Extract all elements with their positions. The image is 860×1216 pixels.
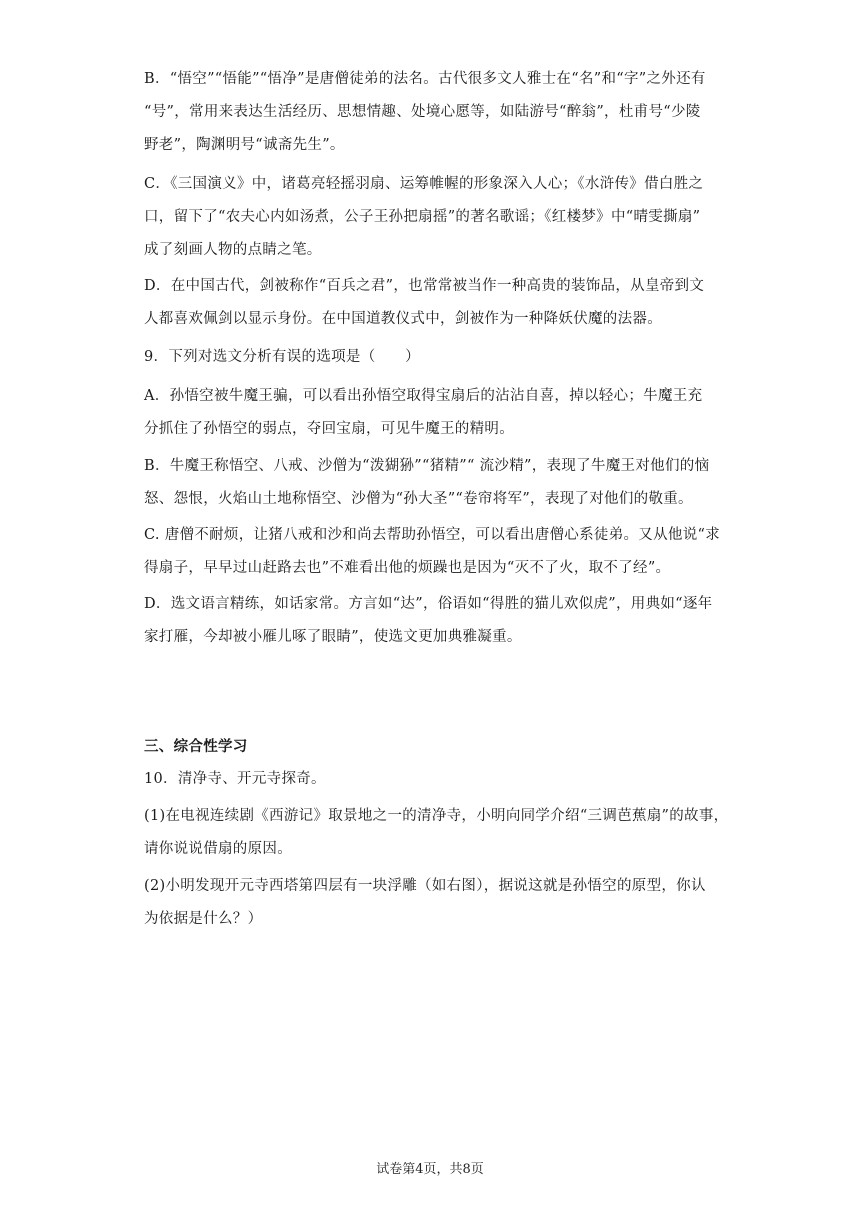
text-line: 怒、怨恨，火焰山土地称悟空、沙僧为“孙大圣”“卷帘将军”，表现了对他们的敬重。 — [144, 491, 693, 507]
text-line: 口，留下了“农夫心内如汤煮，公子王孙把扇摇”的著名歌谣；《红楼梦》中“晴雯撕扇” — [144, 209, 701, 225]
text-line: 请你说说借扇的原因。 — [144, 841, 292, 857]
text-line: 得扇子，早早过山赶路去也”不难看出他的烦躁也是因为“灭不了火，取不了经”。 — [144, 560, 671, 576]
q9-option-b — [144, 450, 718, 516]
q10-sub-2 — [144, 870, 718, 936]
section-title: 三、综合性学习 — [144, 738, 248, 755]
q9-option-d — [144, 588, 718, 654]
text-line: 成了刻画人物的点睛之笔。 — [144, 242, 322, 258]
q9-option-a — [144, 380, 718, 446]
prev-option-b — [144, 63, 718, 162]
text-line: 人都喜欢佩剑以显示身份。在中国道教仪式中，剑被作为一种降妖伏魔的法器。 — [144, 311, 662, 327]
text-line: 为依据是什么？） — [144, 911, 263, 927]
text-line: C. 唐僧不耐烦，让猪八戒和沙和尚去帮助孙悟空，可以看出唐僧心系徒弟。又从他说“求 — [144, 527, 721, 543]
question-10-title — [144, 763, 718, 796]
prev-option-c — [144, 168, 718, 267]
prev-option-d — [144, 270, 718, 336]
text-line: A．孙悟空被牛魔王骗，可以看出孙悟空取得宝扇后的沾沾自喜，掉以轻心；牛魔王充 — [144, 388, 703, 404]
text-line: 分抓住了孙悟空的弱点，夺回宝扇，可见牛魔王的精明。 — [144, 421, 514, 437]
page-footer: 试卷第4页，共8页 — [376, 1162, 484, 1177]
text-line: C．《三国演义》中，诸葛亮轻摇羽扇、运筹帷幄的形象深入人心；《水浒传》借白胜之 — [144, 176, 704, 192]
text-line: “号”，常用来表达生活经历、思想情趣、处境心愿等，如陆游号“醉翁”，杜甫号“少陵 — [144, 104, 701, 120]
text-line: (1)在电视连续剧《西游记》取景地之一的清净寺，小明向同学介绍“三调芭蕉扇”的故事， — [144, 808, 729, 824]
question-stem: 9．下列对选文分析有误的选项是（ ） — [144, 349, 420, 365]
question-stem: 10．清净寺、开元寺探奇。 — [144, 771, 326, 787]
q10-sub-1 — [144, 800, 729, 866]
section-heading — [144, 730, 718, 763]
text-line: 家打雁，今却被小雁儿啄了眼睛”，使选文更加典雅凝重。 — [144, 629, 522, 645]
text-line: D．在中国古代，剑被称作“百兵之君”，也常常被当作一种高贵的装饰品，从皇帝到文 — [144, 278, 705, 294]
text-line: (2)小明发现开元寺西塔第四层有一块浮雕（如右图），据说这就是孙悟空的原型，你认 — [144, 878, 706, 894]
question-9-stem — [144, 341, 718, 374]
text-line: 野老”，陶渊明号“诚斋先生”。 — [144, 137, 345, 153]
text-line: D．选文语言精练，如话家常。方言如“达”，俗语如“得胜的猫儿欢似虎”，用典如“逐年 — [144, 596, 713, 612]
q9-option-c — [144, 519, 721, 585]
text-line: B．牛魔王称悟空、八戒、沙僧为“泼猢狲”“猪精”“ 流沙精”，表现了牛魔王对他们的恼 — [144, 458, 710, 474]
text-line: B．“悟空”“悟能”“悟净”是唐僧徒弟的法名。古代很多文人雅士在“名”和“字”之外还有 — [144, 71, 706, 87]
